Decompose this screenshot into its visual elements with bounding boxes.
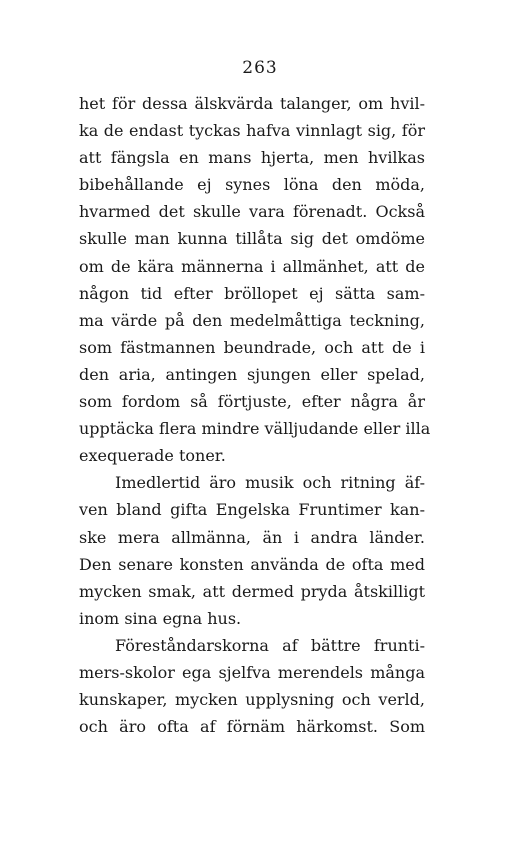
text-line: inom sina egna hus. [79, 608, 242, 628]
text-line: ske mera allmänna, än i andra länder. [79, 527, 425, 547]
text-line: mycken smak, att dermed pryda åtskilligt [79, 581, 425, 601]
text-line: den aria, antingen sjungen eller spelad, [79, 364, 425, 384]
text-line: att fängsla en mans hjerta, men hvilkas [79, 148, 425, 168]
text-line: ka de endast tyckas hafva vinnlagt sig, för [79, 121, 425, 141]
text-line: bibehållande ej synes löna den möda, [79, 175, 425, 195]
text-line: ma värde på den medelmåttiga teckning, [79, 310, 425, 330]
text-line: kunskaper, mycken upplysning och verld, [79, 690, 425, 710]
text-line: som fästmannen beundrade, och att de i [79, 337, 425, 357]
text-line: exequerade toner. [79, 446, 226, 466]
text-line: upptäcka flera mindre välljudande eller illa [79, 419, 431, 439]
text-line: Imedlertid äro musik och ritning äf- [115, 473, 425, 493]
text-line: om de kära männerna i allmänhet, att de [79, 256, 425, 276]
text-line: mers-skolor ega sjelfva merendels många [79, 662, 425, 682]
text-line: ven bland gifta Engelska Fruntimer kan- [79, 500, 425, 520]
text-line: någon tid efter bröllopet ej sätta sam- [79, 283, 425, 303]
page-number: 263 [242, 58, 278, 78]
text-line: het för dessa älskvärda talanger, om hvil- [79, 94, 425, 113]
text-line: skulle man kunna tillåta sig det omdöme [79, 229, 425, 249]
text-line: Den senare konsten använda de ofta med [79, 554, 425, 574]
text-line: och äro ofta af förnäm härkomst. Som [79, 717, 425, 737]
body-text [79, 90, 431, 740]
text-line: hvarmed det skulle vara förenadt. Också [79, 202, 425, 222]
text-line: som fordom så förtjuste, efter några år [79, 392, 425, 412]
text-line: Föreståndarskorna af bättre frunti- [115, 635, 425, 655]
